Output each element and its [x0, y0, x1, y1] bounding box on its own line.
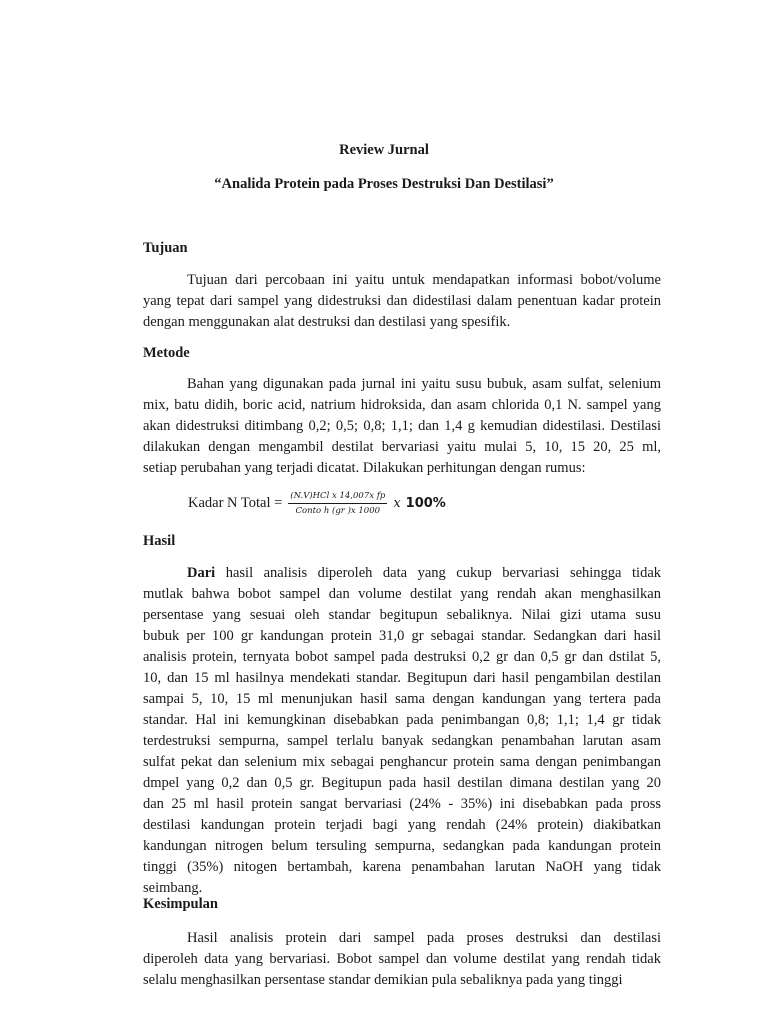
formula-numerator: (N.V)HCl x 14,007x fp	[288, 491, 387, 504]
text-line: analisis protein, ternyata bobot sampel pada destruksi 0,2 gr dan 0,5 gr dan dstilat 5,	[143, 649, 661, 665]
text-line: terdestruksi sempurna, sampel terlalu banyak sedangkan penambahan larutan asam	[143, 733, 661, 749]
text-line: kandungan nitrogen belum tersuling sempurna, sedangkan pada kandungan protein	[143, 838, 661, 854]
text-line: diperoleh data yang bervariasi. Bobot sampel dan volume destilat yang rendah tidak	[143, 951, 661, 967]
text-line: Hasil analisis protein dari sampel pada proses destruksi dan destilasi	[187, 930, 661, 946]
text-line: dilakukan dengan mengambil destilat bervariasi yaitu mulai 5, 10, 15 20, 25 ml,	[143, 439, 661, 455]
formula-label: Kadar N Total =	[188, 494, 283, 511]
paragraph-tujuan	[143, 270, 661, 333]
section-heading-tujuan: Tujuan	[143, 240, 188, 256]
text-line: 10, dan 15 ml hasilnya mendekati standar. Begitupun dari hasil pengambilan destilan	[143, 670, 661, 686]
text-line: yang tepat dari sampel yang didestruksi dan didestilasi dalam penentuan kadar protein	[143, 293, 661, 309]
text-line: dmpel yang 0,2 dan 0,5 gr. Begitupun pada hasil destilan dimana destilan yang 20	[143, 775, 661, 791]
text-line: persentase yang sesuai oleh standar begitupun sebaliknya. Nilai gizi utama susu	[143, 607, 661, 623]
text-line: dengan menggunakan alat destruksi dan destilasi yang spesifik.	[143, 314, 511, 330]
paragraph-hasil	[143, 563, 661, 899]
text-line: mix, batu didih, boric acid, natrium hidroksida, dan asam chlorida 0,1 N. sampel yang	[143, 397, 661, 413]
text-line: destilasi kandungan protein terjadi bagi yang rendah (24% protein) diakibatkan	[143, 817, 661, 833]
text-line	[143, 563, 661, 584]
formula-times: x	[393, 495, 401, 511]
text-fragment: hasil analisis diperoleh data yang cukup bervariasi sehingga tidak	[215, 565, 661, 581]
document-title: Review Jurnal	[339, 142, 429, 158]
text-line: standar. Hal ini kemungkinan disebabkan pada penimbangan 0,8; 1,1; 1,4 gr tidak	[143, 712, 661, 728]
text-line: bubuk per 100 gr kandungan protein 31,0 gr sebagai standar. Sedangkan dari hasil	[143, 628, 661, 644]
text-line: tinggi (35%) nitogen bertambah, karena penambahan larutan NaOH yang tidak	[143, 859, 661, 875]
journal-title: “Analida Protein pada Proses Destruksi Dan Destilasi”	[214, 176, 554, 192]
text-line: akan didestruksi ditimbang 0,2; 0,5; 0,8; 1,1; dan 1,4 g kemudian didestilasi. Destilasi	[143, 418, 661, 434]
formula-percent: 100%	[405, 495, 446, 511]
paragraph-metode	[143, 374, 661, 479]
section-heading-metode: Metode	[143, 345, 190, 361]
text-line: Bahan yang digunakan pada jurnal ini yaitu susu bubuk, asam sulfat, selenium	[187, 376, 661, 392]
section-heading-hasil: Hasil	[143, 533, 176, 549]
section-heading-kesimpulan: Kesimpulan	[143, 896, 218, 912]
kadar-n-formula	[188, 486, 446, 520]
paragraph-kesimpulan	[143, 928, 661, 991]
formula-denominator: Conto h (gr )x 1000	[295, 505, 381, 516]
text-line: setiap perubahan yang terjadi dicatat. Dilakukan perhitungan dengan rumus:	[143, 460, 586, 476]
emphasized-word: Dari	[187, 565, 216, 581]
text-line: selalu menghasilkan persentase standar demikian pula sebaliknya pada yang tinggi	[143, 972, 623, 988]
text-line: Tujuan dari percobaan ini yaitu untuk mendapatkan informasi bobot/volume	[187, 272, 661, 288]
text-line: sampai 5, 10, 15 ml menunjukan hasil sama dengan kandungan yang tertera pada	[143, 691, 661, 707]
text-line: seimbang.	[143, 880, 203, 896]
text-line: sulfat pekat dan selenium mix sebagai penghancur protein sama dengan penimbangan	[143, 754, 661, 770]
formula-fraction	[288, 491, 387, 516]
text-line: dan 25 ml hasil protein sangat bervariasi (24% - 35%) ini disebabkan pada pross	[143, 796, 661, 812]
text-line: mutlak bahwa bobot sampel dan volume destilat yang rendah akan menghasilkan	[143, 586, 661, 602]
